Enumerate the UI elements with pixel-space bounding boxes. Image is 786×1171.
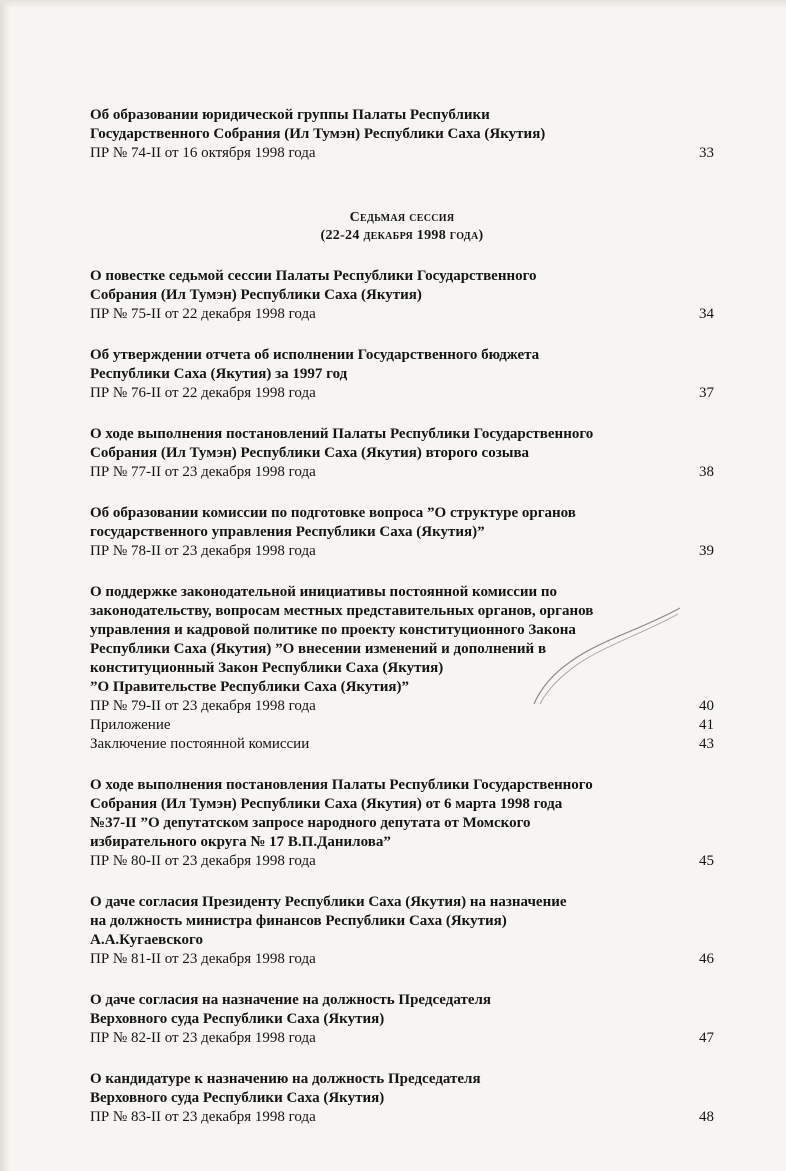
entry-title-line: О поддержке законодательной инициативы постоянной комиссии по — [90, 584, 558, 600]
page-top-shadow — [0, 0, 786, 8]
entry-title-line: на должность министра финансов Республики Саха (Якутия) — [90, 913, 507, 929]
entry-page-number: 47 — [699, 1030, 714, 1046]
entry-title-line: Собрания (Ил Тумэн) Республики Саха (Якутия) второго созыва — [90, 445, 530, 461]
entry-page-number: 43 — [699, 736, 714, 752]
toc-entry[interactable] — [90, 583, 714, 754]
appendix-label: Приложение — [90, 717, 171, 733]
entry-page-number: 48 — [699, 1109, 714, 1125]
entry-title-line: А.А.Кугаевского — [90, 932, 203, 948]
entry-reference — [90, 1108, 714, 1127]
entry-reference — [90, 852, 714, 871]
entry-title-line: Собрания (Ил Тумэн) Республики Саха (Якутия) — [90, 287, 422, 303]
entry-page-number: 33 — [699, 145, 714, 161]
entry-title-line: О ходе выполнения постановлений Палаты Республики Государственного — [90, 426, 594, 442]
entry-reference — [90, 697, 714, 716]
entry-page-number: 34 — [699, 306, 714, 322]
entry-commission-conclusion[interactable] — [90, 735, 714, 754]
entry-title-line: Республики Саха (Якутия) за 1997 год — [90, 366, 348, 382]
entry-page-number: 45 — [699, 853, 714, 869]
entry-title-line: конституционный Закон Республики Саха (Якутия) — [90, 660, 444, 676]
entry-title-line: О даче согласия на назначение на должность Председателя — [90, 992, 492, 1008]
entry-reference — [90, 950, 714, 969]
entry-ref-text: ПР № 74-II от 16 октября 1998 года — [90, 145, 316, 161]
entry-ref-text: ПР № 75-II от 22 декабря 1998 года — [90, 306, 316, 322]
entry-title — [90, 346, 714, 384]
entry-title-line: Верховного суда Республики Саха (Якутия) — [90, 1011, 385, 1027]
entry-title-line: Об утверждении отчета об исполнении Государственного бюджета — [90, 347, 540, 363]
table-of-contents — [90, 106, 714, 1127]
entry-title-line: О кандидатуре к назначению на должность Председателя — [90, 1071, 481, 1087]
toc-entry[interactable] — [90, 504, 714, 561]
entry-ref-text: ПР № 83-II от 23 декабря 1998 года — [90, 1109, 316, 1125]
entry-page-number: 41 — [699, 717, 714, 733]
entry-reference — [90, 305, 714, 324]
entry-reference — [90, 384, 714, 403]
toc-entry[interactable] — [90, 267, 714, 324]
entry-title-line: Республики Саха (Якутия) ”О внесении изменений и дополнений в — [90, 641, 547, 657]
entry-title — [90, 425, 714, 463]
entry-title — [90, 776, 714, 852]
entry-title-line: законодательству, вопросам местных представительных органов, органов — [90, 603, 594, 619]
toc-entry[interactable] — [90, 425, 714, 482]
entry-title-line: Собрания (Ил Тумэн) Республики Саха (Якутия) от 6 марта 1998 года — [90, 796, 563, 812]
entry-appendix[interactable] — [90, 716, 714, 735]
entry-title-line: избирательного округа № 17 В.П.Данилова” — [90, 834, 391, 850]
entry-reference — [90, 542, 714, 561]
entry-ref-text: ПР № 79-II от 23 декабря 1998 года — [90, 698, 316, 714]
conclusion-label: Заключение постоянной комиссии — [90, 736, 310, 752]
entry-title — [90, 991, 714, 1029]
entry-title — [90, 1070, 714, 1108]
toc-entry[interactable] — [90, 346, 714, 403]
entry-reference — [90, 463, 714, 482]
entry-ref-text: ПР № 76-II от 22 декабря 1998 года — [90, 385, 316, 401]
entry-title-line: Государственного Собрания (Ил Тумэн) Республики Саха (Якутия) — [90, 126, 546, 142]
section-heading — [90, 209, 714, 245]
entry-page-number: 40 — [699, 698, 714, 714]
entry-reference — [90, 144, 714, 163]
entry-title-line: Об образовании комиссии по подготовке вопроса ”О структуре органов — [90, 505, 576, 521]
entry-title — [90, 106, 714, 144]
entry-title-line: О ходе выполнения постановления Палаты Республики Государственного — [90, 777, 593, 793]
entry-ref-text: ПР № 82-II от 23 декабря 1998 года — [90, 1030, 316, 1046]
section-dates-text: (22-24 декабря 1998 года) — [320, 228, 484, 243]
entry-ref-text: ПР № 80-II от 23 декабря 1998 года — [90, 853, 316, 869]
entry-ref-text: ПР № 77-II от 23 декабря 1998 года — [90, 464, 316, 480]
entry-page-number: 38 — [699, 464, 714, 480]
entry-ref-text: ПР № 78-II от 23 декабря 1998 года — [90, 543, 316, 559]
entry-title-line: ”О Правительстве Республики Саха (Якутия)” — [90, 679, 409, 695]
section-name — [90, 209, 714, 227]
toc-entry[interactable] — [90, 776, 714, 871]
entry-ref-text: ПР № 81-II от 23 декабря 1998 года — [90, 951, 316, 967]
entry-title-line: №37-II ”О депутатском запросе народного депутата от Момского — [90, 815, 531, 831]
entry-title — [90, 267, 714, 305]
entry-page-number: 39 — [699, 543, 714, 559]
entry-title-line: Об образовании юридической группы Палаты Республики — [90, 107, 490, 123]
entry-page-number: 46 — [699, 951, 714, 967]
toc-entry[interactable] — [90, 106, 714, 163]
entry-title-line: Верховного суда Республики Саха (Якутия) — [90, 1090, 385, 1106]
entry-title — [90, 583, 714, 697]
entry-reference — [90, 1029, 714, 1048]
section-name-text: Седьмая сессия — [349, 210, 455, 225]
toc-entry[interactable] — [90, 991, 714, 1048]
entry-title-line: государственного управления Республики Саха (Якутия)” — [90, 524, 485, 540]
entry-title-line: О даче согласия Президенту Республики Саха (Якутия) на назначение — [90, 894, 567, 910]
page-edge-shadow — [0, 0, 10, 1171]
section-dates — [90, 227, 714, 245]
toc-entry[interactable] — [90, 893, 714, 969]
entry-title — [90, 893, 714, 950]
entry-title-line: управления и кадровой политике по проекту конституционного Закона — [90, 622, 576, 638]
entry-title — [90, 504, 714, 542]
entry-title-line: О повестке седьмой сессии Палаты Республики Государственного — [90, 268, 537, 284]
entry-page-number: 37 — [699, 385, 714, 401]
toc-entry[interactable] — [90, 1070, 714, 1127]
